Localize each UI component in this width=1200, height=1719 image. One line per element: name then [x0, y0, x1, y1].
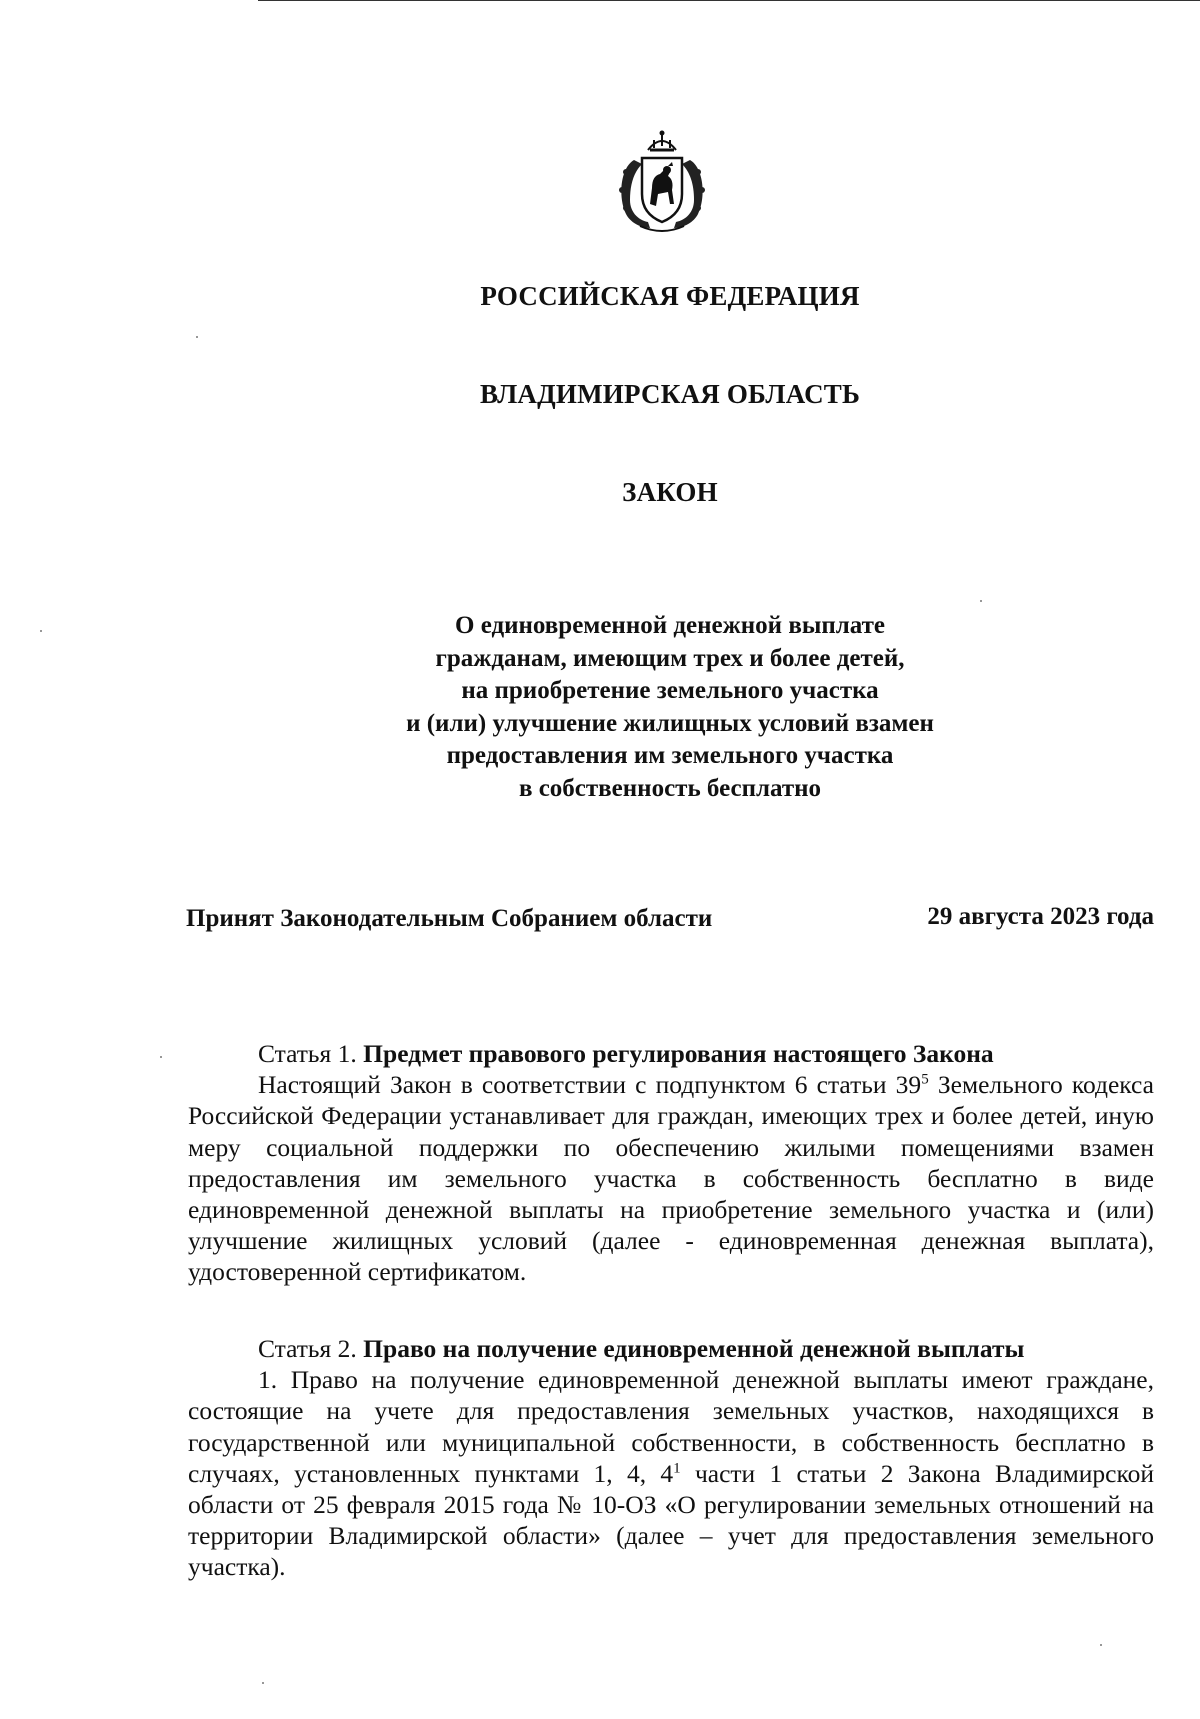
law-title-line: гражданам, имеющим трех и более детей,	[435, 644, 905, 672]
adoption-date: 29 августа 2023 года	[927, 903, 1154, 930]
top-border-line	[258, 0, 1200, 1]
law-title-line: и (или) улучшение жилищных условий взамен	[406, 709, 934, 737]
paragraph-text: Настоящий Закон в соответствии с подпунктом 6 статьи 39	[258, 1070, 922, 1100]
document-type-heading: ЗАКОН	[622, 477, 718, 507]
country-heading: РОССИЙСКАЯ ФЕДЕРАЦИЯ	[480, 281, 860, 311]
scan-speck	[1100, 1644, 1102, 1646]
article-paragraph	[188, 1069, 1154, 1287]
scan-speck	[160, 1056, 162, 1058]
law-title-line: предоставления им земельного участка	[446, 742, 894, 769]
law-title	[0, 610, 1200, 805]
law-title-line: на приобретение земельного участка	[461, 677, 879, 704]
coat-of-arms-icon	[612, 128, 712, 234]
paragraph-text: 1. Право на получение единовременной денежной выплаты имеют граждане, состоящие на учете для предоставления земельных участков, находящихся в государственной или муниципальной собственности, в собственность бесплатно в случаях, установленных пунктами 1, 4, 4	[188, 1365, 1154, 1488]
adoption-label: Принят Законодательным Собранием области	[186, 905, 713, 932]
scan-speck	[196, 336, 198, 338]
scan-speck	[980, 600, 982, 602]
paragraph-text: Земельного кодекса Российской Федерации устанавливает для граждан, имеющих трех и более детей, иную меру социальной поддержки по обеспечению жилыми помещениями взамен предоставления им земельного участка в собственность бесплатно в виде единовременной денежной выплаты на приобретение земельного участка и (или) улучшение жилищных условий (далее - единовременная денежная выплата), удостоверенной сертификатом.	[188, 1070, 1154, 1287]
scan-speck	[262, 1682, 264, 1684]
law-title-line: О единовременной денежной выплате	[455, 612, 885, 639]
article-heading	[188, 1333, 1154, 1364]
region-heading: ВЛАДИМИРСКАЯ ОБЛАСТЬ	[479, 379, 861, 409]
superscript: 1	[673, 1460, 681, 1477]
article-1	[188, 1038, 1154, 1288]
article-number: Статья 1.	[258, 1039, 357, 1068]
article-title: Предмет правового регулирования настоящего Закона	[363, 1039, 994, 1068]
superscript: 5	[921, 1071, 929, 1088]
scan-speck	[40, 630, 42, 632]
article-heading	[188, 1038, 1154, 1069]
law-title-line: в собственность бесплатно	[518, 774, 822, 802]
article-2	[188, 1333, 1154, 1583]
paragraph-text: части 1 статьи 2 Закона Владимирской области от 25 февраля 2015 года № 10-ОЗ «О регулировании земельных отношений на территории Владимирской области» (далее – учет для предоставления земельного участка).	[188, 1458, 1154, 1582]
article-number: Статья 2.	[258, 1334, 357, 1363]
article-paragraph	[188, 1364, 1154, 1582]
article-title: Право на получение единовременной денежной выплаты	[363, 1334, 1025, 1363]
